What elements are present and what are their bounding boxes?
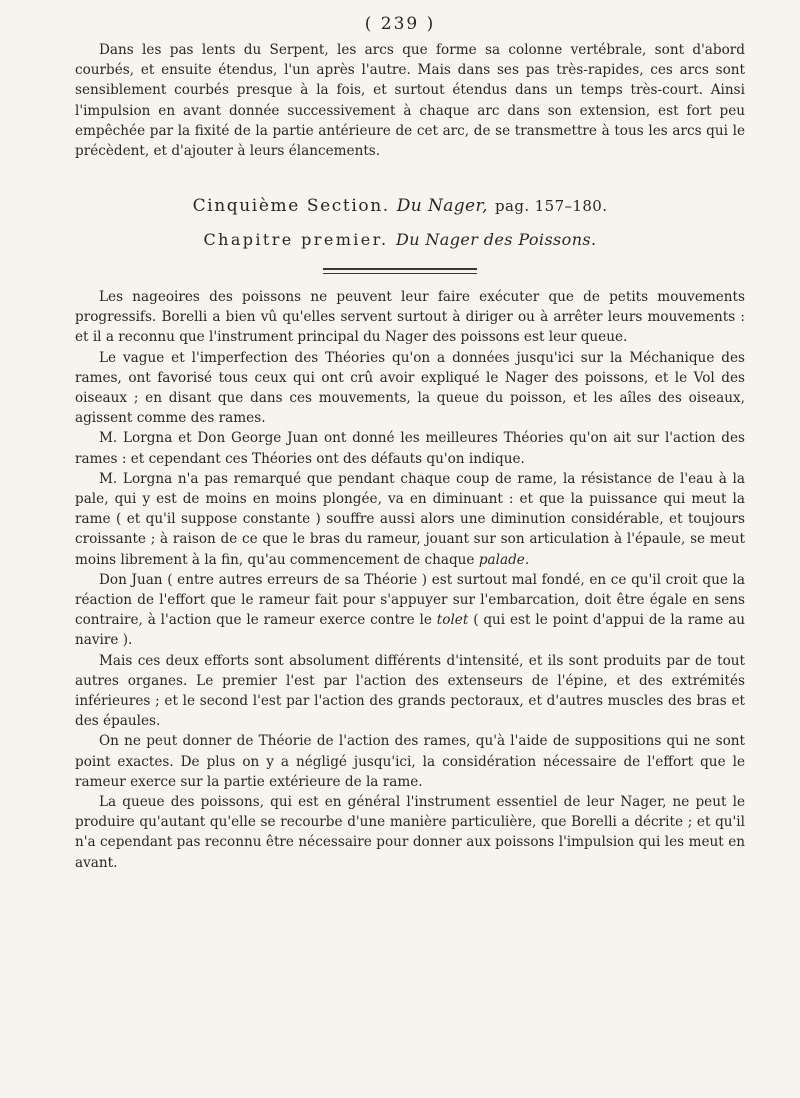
section-label: Cinquième Section. [192, 196, 390, 216]
intro-paragraph: Dans les pas lents du Serpent, les arcs que forme sa colonne vertébrale, sont d'abord courbés, et ensuite étendus, l'un après l'autre. Mais dans ses pas très-rapides, ces arcs sont sensiblement courbés presque à la fois, et surtout étendus dans un temps très-court. Ainsi l'impulsion en avant donnée successivement à chaque arc dans son extension, est fort peu empêchée par la fixité de la partie antérieure de cet arc, de se transmettre à tous les arcs qui le précèdent, et d'ajouter à leurs élancements. [75, 42, 745, 160]
page-number: ( 239 ) [364, 14, 436, 34]
body-paragraph: Mais ces deux efforts sont absolument différents d'intensité, et ils sont produits par de tout autres organes. Le premier l'est par l'action des extenseurs de l'épine, et des extrémités inférieures ; et le second l'est par l'action des grands pectoraux, et d'autres muscles des bras et des épaules. [75, 652, 745, 730]
section-pages: pag. 157–180. [495, 197, 608, 215]
body-paragraph [75, 469, 745, 570]
chapter-title: Du Nager des Poissons. [395, 230, 597, 249]
section-title: Du Nager, [396, 196, 488, 216]
body-paragraph: Les nageoires des poissons ne peuvent leur faire exécuter que de petits mouvements progressifs. Borelli a bien vû qu'elles servent surtout à diriger ou à arrêter leurs mouvements : et il a reconnu que l'instrument principal du Nager des poissons est leur queue. [75, 289, 745, 346]
body-text-run: Don Juan ( entre autres erreurs de sa Théorie ) est surtout mal fondé, en ce qu'il croit que la réaction de l'effort que le rameur fait pour s'appuyer sur l'embarcation, doit être égale en sens contraire, à l'action que le rameur exerce contre le [75, 571, 745, 629]
body-paragraph: Le vague et l'imperfection des Théories qu'on a données jusqu'ici sur la Méchanique des rames, ont favorisé tous ceux qui ont crû avoir expliqué le Nager des poissons, et le Vol des oiseaux ; en disant que dans ces mouvements, la queue du poisson, et les aîles des oiseaux, agissent comme des rames. [75, 349, 745, 427]
italic-term: tolet [436, 612, 469, 629]
section-heading [0, 196, 800, 216]
heading-divider [323, 268, 477, 274]
body-text-run: ( qui est le point d'appui de la rame au navire ). [75, 612, 746, 649]
chapter-heading [0, 230, 800, 249]
chapter-body [75, 287, 745, 873]
body-paragraph: M. Lorgna et Don George Juan ont donné les meilleures Théories qu'on ait sur l'action des rames : et cependant ces Théories ont des défauts qu'on indique. [75, 430, 745, 467]
body-text-run: M. Lorgna n'a pas remarqué que pendant chaque coup de rame, la résistance de l'eau à la pale, qui y est de moins en moins plongée, va en diminuant : et que la puissance qui meut la rame ( et qu'il suppose constante ) souffre aussi alors une diminution considérable, et toujours croissante ; à raison de ce que le bras du rameur, jouant sur son articulation à l'épaule, se meut moins librement à la fin, qu'au commencement de chaque [75, 470, 745, 568]
body-paragraph: On ne peut donner de Théorie de l'action des rames, qu'à l'aide de suppositions qui ne sont point exactes. De plus on y a négligé jusqu'ici, la considération nécessaire de l'effort que le rameur exerce sur la partie extérieure de la rame. [75, 733, 745, 790]
body-paragraph: La queue des poissons, qui est en général l'instrument essentiel de leur Nager, ne peut le produire qu'autant qu'elle se recourbe d'une manière particulière, que Borelli a décrite ; et qu'il n'a cependant pas reconnu être nécessaire pour donner aux poissons l'impulsion qui les meut en avant. [75, 794, 745, 871]
chapter-label: Chapitre premier. [203, 230, 389, 249]
body-paragraph [75, 570, 745, 651]
italic-term: palade. [478, 551, 530, 568]
intro-text-block [75, 40, 745, 161]
